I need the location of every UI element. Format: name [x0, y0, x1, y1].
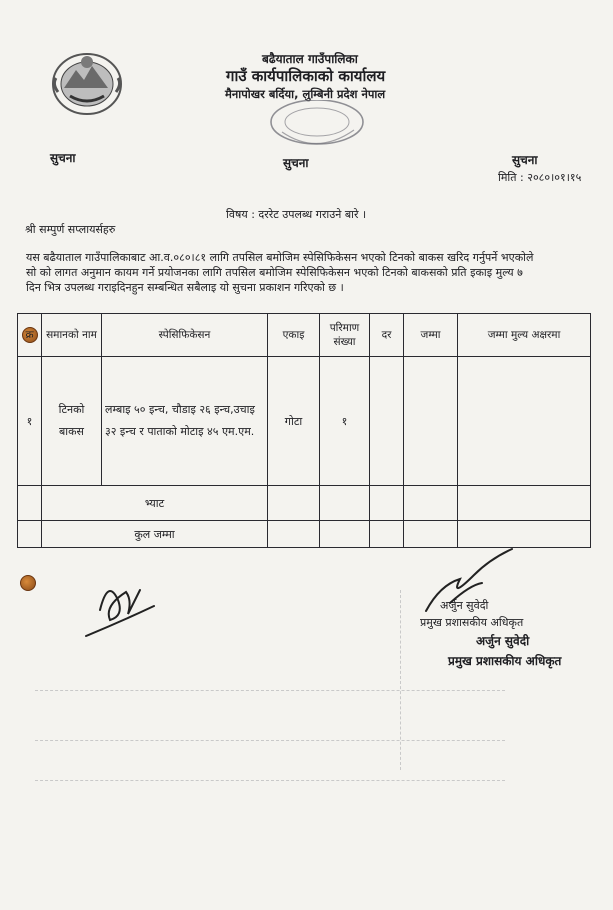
bleed-through-line — [35, 740, 505, 741]
col-header-unit: एकाइ — [268, 314, 320, 357]
signatory-name-printed: अर्जुन सुवेदी — [440, 599, 489, 612]
table-row-total — [18, 521, 591, 548]
col-header-rate: दर — [370, 314, 404, 357]
col-header-amount-in-words: जम्मा मुल्य अक्षरमा — [458, 314, 591, 357]
total-label: कुल जम्मा — [42, 521, 268, 548]
bleed-through-line — [35, 690, 505, 691]
col-header-amount: जम्मा — [404, 314, 458, 357]
bleed-through-line — [400, 590, 402, 770]
notice-label-center: सुचना — [283, 156, 309, 170]
body-line: सो को लागत अनुमान कायम गर्ने प्रयोजनका लागि तपसिल बमोजिम स्पेसिफिकेसन भएको टिनको बाकसको प्रति इकाइ मुल्य ७ — [26, 266, 523, 279]
col-header-sn: क्र — [18, 314, 42, 357]
notice-date: मिति : २०८०।०१।१५ — [498, 171, 582, 184]
col-header-specification: स्पेसिफिकेसन — [102, 314, 268, 357]
punch-hole-bottom — [20, 575, 36, 591]
cell-unit: गोटा — [268, 357, 320, 486]
cell-quantity: १ — [320, 357, 370, 486]
table-row — [18, 357, 591, 486]
vat-label: भ्याट — [42, 486, 268, 521]
signatory-title-printed: प्रमुख प्रशासकीय अधिकृत — [420, 616, 524, 629]
cell-rate — [370, 357, 404, 486]
notice-subject: विषय : दररेट उपलब्ध गराउने बारे । — [226, 208, 367, 221]
cell-specification: लम्बाइ ५० इन्च, चौडाइ २६ इन्च,उचाइ ३२ इन्च र पाताको मोटाइ ४५ एम.एम. — [102, 357, 268, 486]
notice-label-right: सुचना — [512, 153, 538, 167]
office-name: गाउँ कार्यपालिकाको कार्यालय — [226, 67, 386, 85]
left-signature-icon — [80, 570, 170, 650]
cell-amount-in-words — [458, 357, 591, 486]
table-header-row — [18, 314, 591, 357]
municipality-name: बढैयाताल गाउँपालिका — [262, 52, 358, 66]
office-address: मैनापोखर बर्दिया, लुम्बिनी प्रदेश नेपाल — [225, 87, 386, 101]
cell-amount — [404, 357, 458, 486]
signatory-title-stamp: प्रमुख प्रशासकीय अधिकृत — [448, 654, 562, 668]
cell-sn: १ — [18, 357, 42, 486]
col-header-item-name: समानको नाम — [42, 314, 102, 357]
specification-table — [17, 313, 591, 548]
office-stamp-icon — [262, 100, 372, 152]
bleed-through-line — [35, 780, 505, 781]
body-line: यस बढैयाताल गाउँपालिकाबाट आ.व.०८०।८१ लागि तपसिल बमोजिम स्पेसिफिकेसन भएको टिनको बाकस खरिद गर्नुपर्ने भएकोले — [26, 251, 534, 264]
col-header-quantity: परिमाण संख्या — [320, 314, 370, 357]
signatory-name-stamp: अर्जुन सुवेदी — [476, 634, 530, 648]
body-line: दिन भित्र उपलब्ध गराइदिनहुन सम्बन्धित सबैलाइ यो सुचना प्रकाशन गरिएको छ । — [26, 281, 344, 294]
cell-item-name: टिनको बाकस — [42, 357, 102, 486]
notice-body — [26, 250, 594, 295]
notice-label-left: सुचना — [50, 151, 76, 165]
addressee: श्री सम्पुर्ण सप्लायर्सहरु — [25, 223, 116, 236]
nepal-emblem-icon — [48, 48, 126, 118]
table-row-vat — [18, 486, 591, 521]
